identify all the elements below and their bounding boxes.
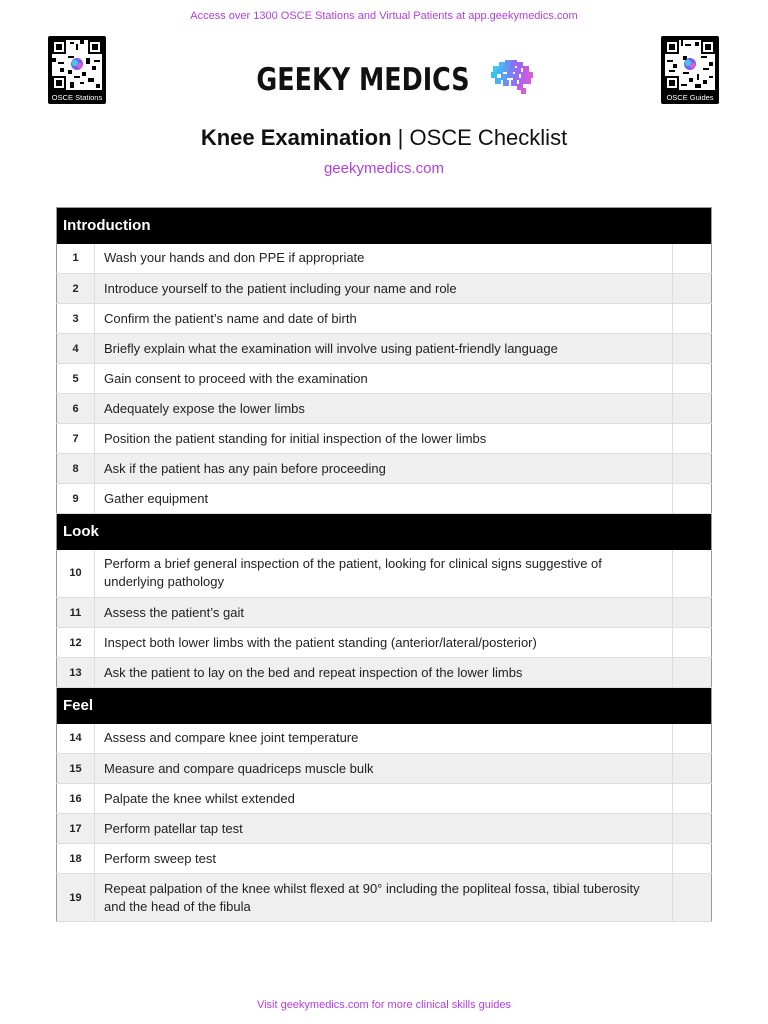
step-number: 18 xyxy=(57,844,95,874)
step-number: 8 xyxy=(57,454,95,484)
step-number: 19 xyxy=(57,874,95,922)
step-number: 6 xyxy=(57,394,95,424)
qr-caption: OSCE Stations xyxy=(51,93,103,102)
score-cell[interactable] xyxy=(673,754,712,784)
brain-icon xyxy=(487,58,535,101)
page-title xyxy=(0,125,768,151)
score-cell[interactable] xyxy=(673,598,712,628)
checklist-row xyxy=(57,814,712,844)
checklist-table xyxy=(56,207,712,922)
checklist-row xyxy=(57,844,712,874)
step-number: 17 xyxy=(57,814,95,844)
checklist-row xyxy=(57,394,712,424)
geeky-medics-logo[interactable] xyxy=(0,58,768,101)
checklist-row xyxy=(57,274,712,304)
step-number: 5 xyxy=(57,364,95,394)
step-text: Inspect both lower limbs with the patient standing (anterior/lateral/posterior) xyxy=(95,628,673,658)
score-cell[interactable] xyxy=(673,874,712,922)
section-title: Introduction xyxy=(57,208,712,244)
score-cell[interactable] xyxy=(673,658,712,688)
step-number: 13 xyxy=(57,658,95,688)
step-text: Measure and compare quadriceps muscle bulk xyxy=(95,754,673,784)
score-cell[interactable] xyxy=(673,550,712,598)
step-number: 15 xyxy=(57,754,95,784)
score-cell[interactable] xyxy=(673,484,712,514)
score-cell[interactable] xyxy=(673,304,712,334)
step-text: Perform sweep test xyxy=(95,844,673,874)
title-rest: | OSCE Checklist xyxy=(391,125,568,150)
step-text: Briefly explain what the examination will involve using patient-friendly language xyxy=(95,334,673,364)
site-link[interactable]: geekymedics.com xyxy=(323,160,445,177)
score-cell[interactable] xyxy=(673,724,712,754)
score-cell[interactable] xyxy=(673,334,712,364)
qr-caption: OSCE Guides xyxy=(666,93,714,102)
step-text: Perform patellar tap test xyxy=(95,814,673,844)
score-cell[interactable] xyxy=(673,364,712,394)
checklist-row xyxy=(57,754,712,784)
checklist-row xyxy=(57,658,712,688)
step-text: Assess and compare knee joint temperature xyxy=(95,724,673,754)
score-cell[interactable] xyxy=(673,424,712,454)
checklist-row xyxy=(57,454,712,484)
step-number: 9 xyxy=(57,484,95,514)
step-text: Perform a brief general inspection of the patient, looking for clinical signs suggestive of underlying pathology xyxy=(95,550,673,598)
brand-wordmark: GEEKY MEDICS xyxy=(256,61,470,98)
step-text: Wash your hands and don PPE if appropriate xyxy=(95,244,673,274)
section-header-look xyxy=(57,514,712,550)
step-number: 11 xyxy=(57,598,95,628)
step-number: 7 xyxy=(57,424,95,454)
step-number: 16 xyxy=(57,784,95,814)
score-cell[interactable] xyxy=(673,394,712,424)
footer-link[interactable]: Visit geekymedics.com for more clinical skills guides xyxy=(256,999,512,1011)
checklist-row xyxy=(57,724,712,754)
step-number: 4 xyxy=(57,334,95,364)
step-number: 14 xyxy=(57,724,95,754)
checklist-row xyxy=(57,244,712,274)
score-cell[interactable] xyxy=(673,454,712,484)
step-number: 12 xyxy=(57,628,95,658)
score-cell[interactable] xyxy=(673,628,712,658)
step-text: Assess the patient’s gait xyxy=(95,598,673,628)
checklist-row xyxy=(57,628,712,658)
section-header-feel xyxy=(57,688,712,724)
checklist-row xyxy=(57,484,712,514)
checklist-row xyxy=(57,364,712,394)
section-title: Feel xyxy=(57,688,712,724)
step-text: Position the patient standing for initial inspection of the lower limbs xyxy=(95,424,673,454)
step-text: Confirm the patient’s name and date of birth xyxy=(95,304,673,334)
checklist-row xyxy=(57,304,712,334)
step-text: Introduce yourself to the patient including your name and role xyxy=(95,274,673,304)
score-cell[interactable] xyxy=(673,814,712,844)
checklist-row xyxy=(57,550,712,598)
step-text: Ask the patient to lay on the bed and repeat inspection of the lower limbs xyxy=(95,658,673,688)
score-cell[interactable] xyxy=(673,844,712,874)
step-text: Gain consent to proceed with the examination xyxy=(95,364,673,394)
step-number: 3 xyxy=(57,304,95,334)
step-text: Ask if the patient has any pain before proceeding xyxy=(95,454,673,484)
checklist-row xyxy=(57,784,712,814)
step-text: Adequately expose the lower limbs xyxy=(95,394,673,424)
checklist-row xyxy=(57,874,712,922)
step-number: 1 xyxy=(57,244,95,274)
step-number: 2 xyxy=(57,274,95,304)
score-cell[interactable] xyxy=(673,784,712,814)
score-cell[interactable] xyxy=(673,274,712,304)
checklist-row xyxy=(57,334,712,364)
top-banner[interactable]: Access over 1300 OSCE Stations and Virtual Patients at app.geekymedics.com xyxy=(190,10,578,22)
section-header-introduction xyxy=(57,208,712,244)
step-text: Gather equipment xyxy=(95,484,673,514)
step-text: Repeat palpation of the knee whilst flexed at 90° including the popliteal fossa, tibial tuberosity and the head of the fibula xyxy=(95,874,673,922)
section-title: Look xyxy=(57,514,712,550)
score-cell[interactable] xyxy=(673,244,712,274)
title-bold: Knee Examination xyxy=(200,125,392,150)
step-number: 10 xyxy=(57,550,95,598)
checklist-row xyxy=(57,598,712,628)
step-text: Palpate the knee whilst extended xyxy=(95,784,673,814)
checklist-row xyxy=(57,424,712,454)
